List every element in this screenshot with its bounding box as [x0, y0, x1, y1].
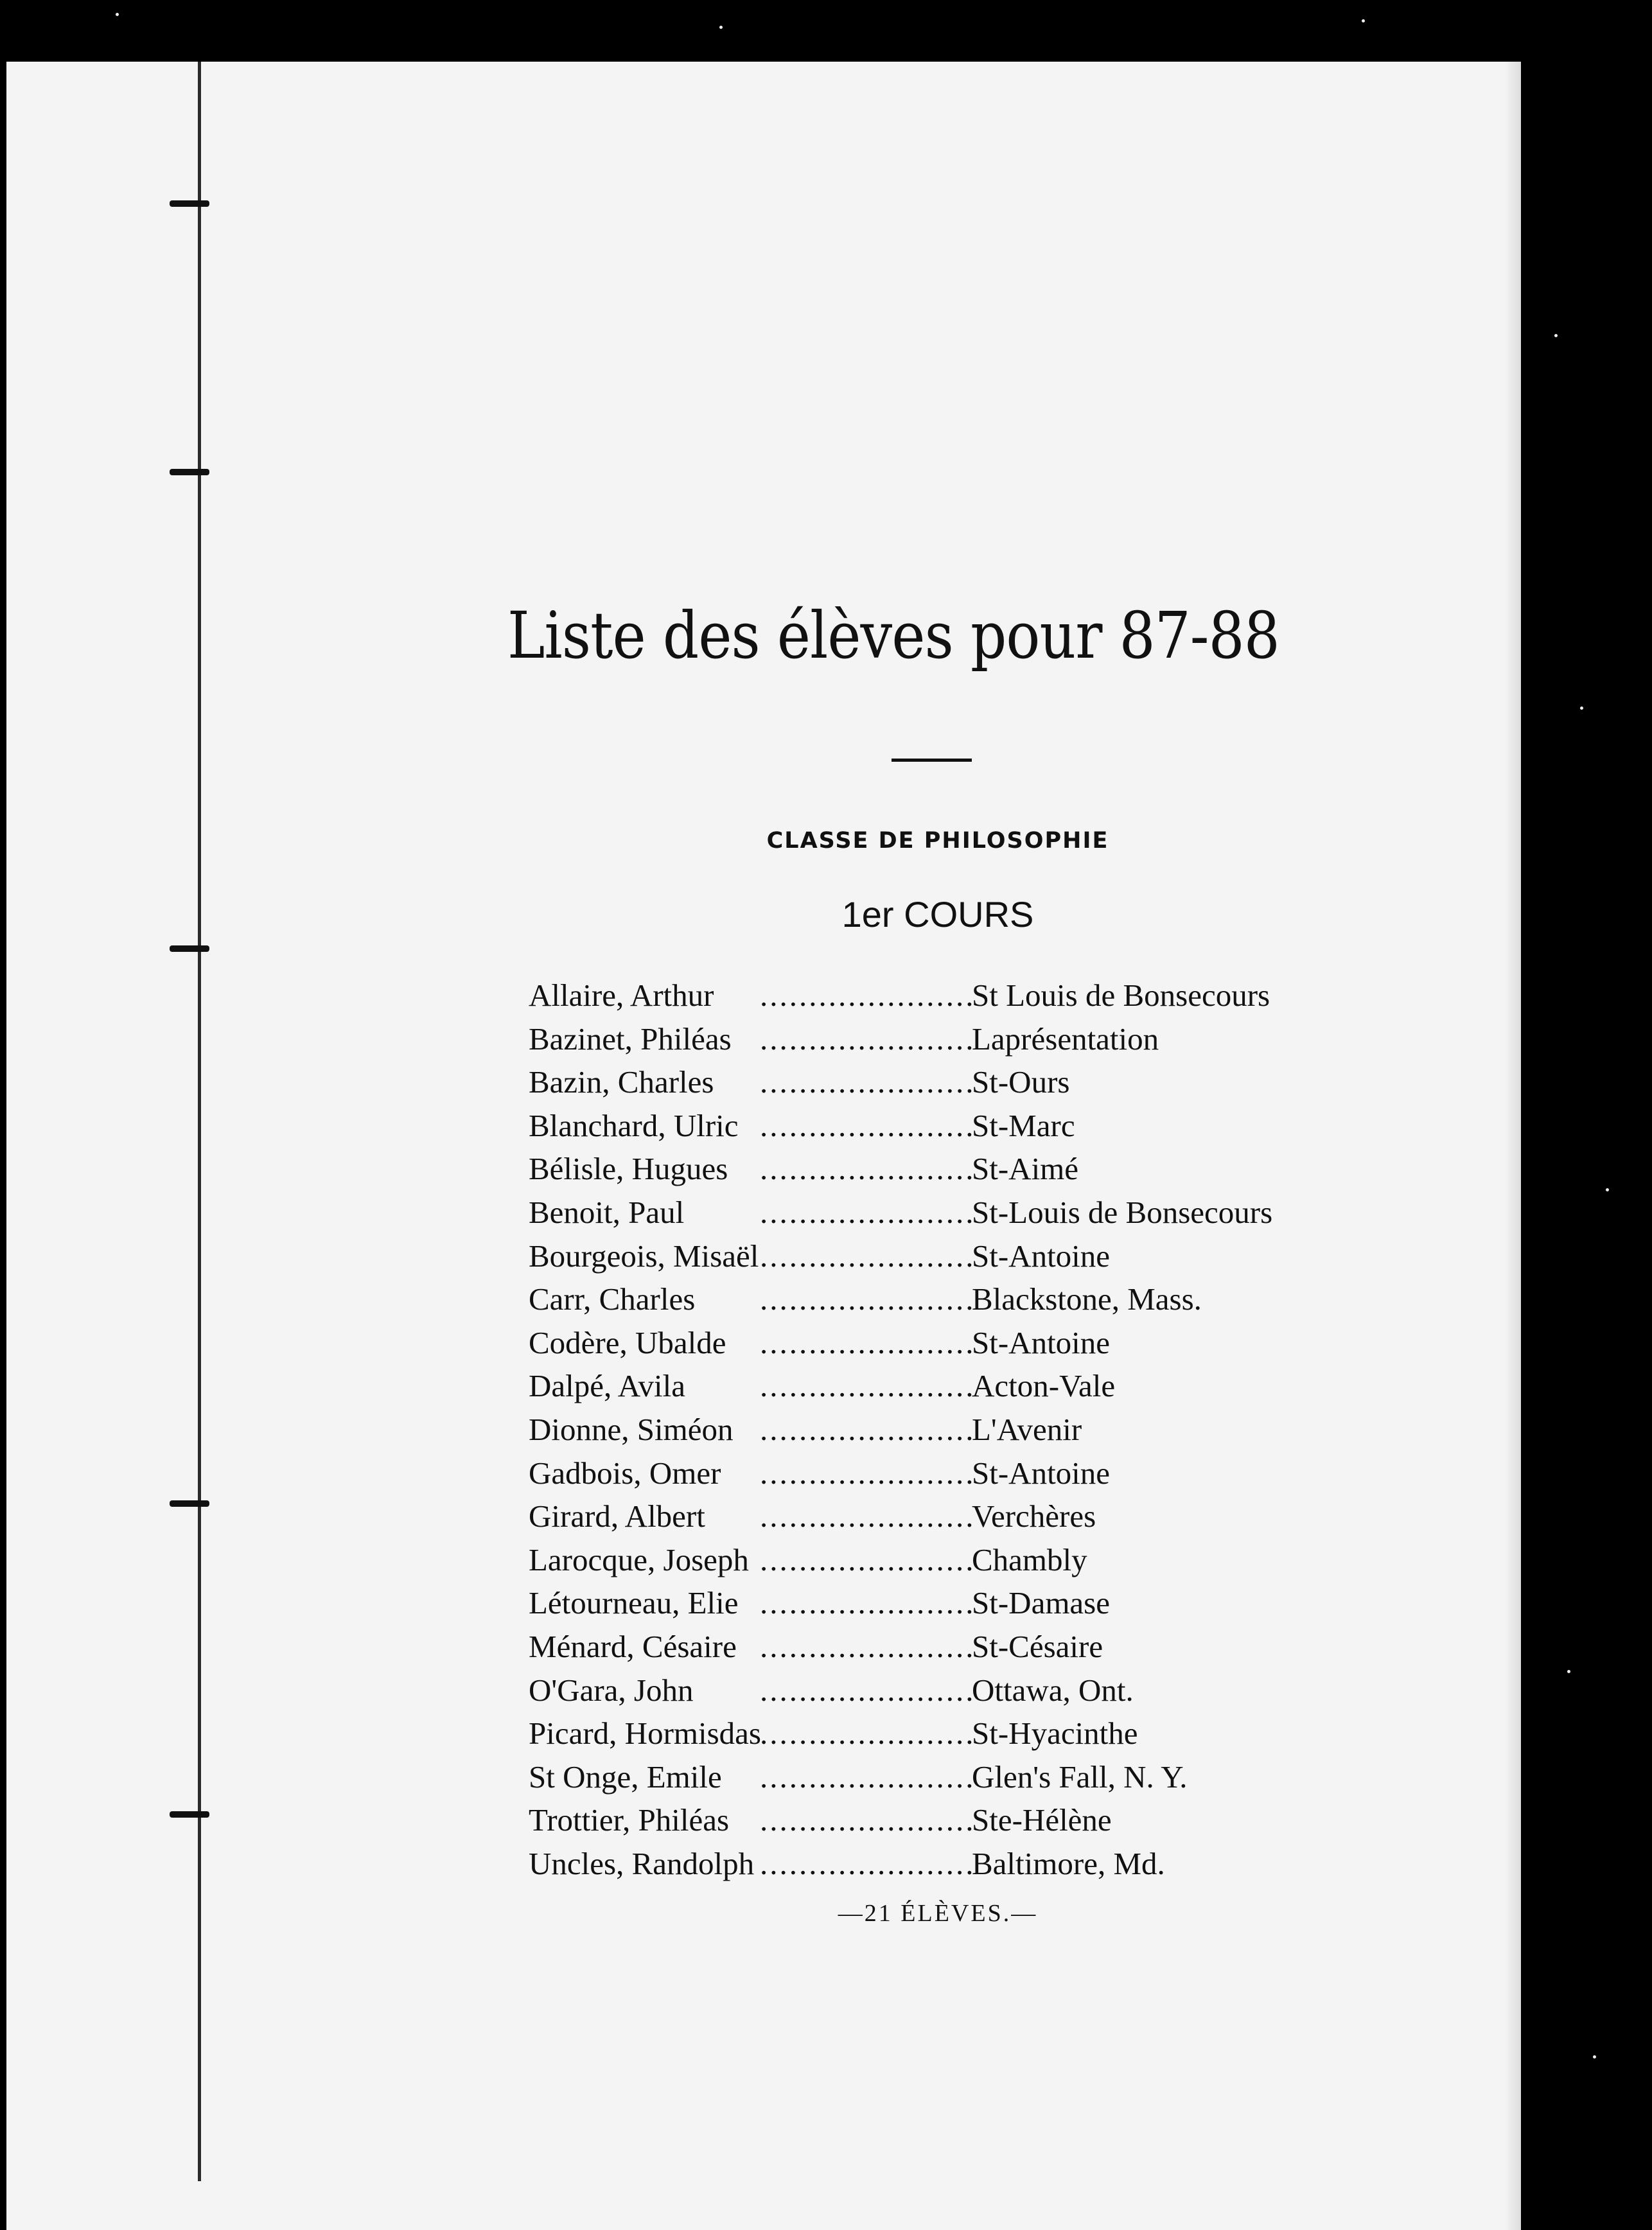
student-town: St Louis de Bonsecours: [972, 978, 1270, 1013]
student-row: [529, 1277, 1364, 1321]
scan-speck: [116, 13, 119, 16]
student-town: Acton-Vale: [972, 1368, 1116, 1404]
course-heading: 1er COURS: [841, 894, 1034, 935]
scan-speck: [1593, 2055, 1596, 2059]
dot-leader: [760, 1364, 972, 1408]
student-row: [529, 1364, 1364, 1408]
student-town: St-Césaire: [972, 1628, 1103, 1664]
student-name: Bourgeois, Misaël: [529, 1238, 759, 1274]
student-row: [529, 1234, 1364, 1278]
dot-leader: [760, 1669, 972, 1712]
student-row: [529, 1191, 1364, 1234]
binding-thread-mark: [170, 1811, 209, 1818]
dot-leader: [760, 1452, 972, 1495]
student-town: St-Hyacinthe: [972, 1716, 1138, 1752]
dot-leader: [760, 1755, 972, 1799]
student-name: Picard, Hormisdas: [529, 1716, 761, 1752]
scan-speck: [1567, 1670, 1570, 1673]
student-total: —21 ÉLÈVES.—: [838, 1900, 1038, 1927]
student-name: Trottier, Philéas: [529, 1802, 730, 1838]
scan-speck: [1580, 707, 1583, 710]
dot-leader: [760, 1277, 972, 1321]
binding-thread-mark: [170, 200, 209, 207]
student-town: Ottawa, Ont.: [972, 1672, 1134, 1708]
dot-leader: [760, 1321, 972, 1365]
dot-leader: [760, 1798, 972, 1842]
student-row: [529, 1060, 1364, 1104]
student-town: Laprésentation: [972, 1021, 1159, 1057]
dot-leader: [760, 974, 972, 1017]
student-town: Blackstone, Mass.: [972, 1281, 1202, 1317]
student-name: Bazin, Charles: [529, 1064, 714, 1100]
student-name: Benoit, Paul: [529, 1194, 685, 1230]
student-town: St-Antoine: [972, 1324, 1111, 1360]
student-name: Larocque, Joseph: [529, 1541, 749, 1577]
title-divider: [892, 759, 972, 762]
dot-leader: [760, 1191, 972, 1234]
student-name: O'Gara, John: [529, 1672, 694, 1708]
dot-leader: [760, 1581, 972, 1625]
student-town: St-Ours: [972, 1064, 1070, 1100]
student-town: Ste-Hélène: [972, 1802, 1112, 1838]
student-row: [529, 1625, 1364, 1669]
scan-speck: [1606, 1188, 1609, 1191]
dot-leader: [760, 1147, 972, 1191]
page-edge-shadow: [1504, 62, 1521, 2230]
scan-speck: [1554, 334, 1558, 337]
dot-leader: [760, 1408, 972, 1452]
scan-speck: [719, 26, 723, 29]
student-town: St-Marc: [972, 1107, 1075, 1143]
dot-leader: [760, 1060, 972, 1104]
dot-leader: [760, 1495, 972, 1538]
student-town: St-Antoine: [972, 1455, 1111, 1491]
student-row: [529, 1408, 1364, 1452]
binding-thread-mark: [170, 1500, 209, 1507]
paper-sheet: [6, 62, 1521, 2230]
dot-leader: [760, 1625, 972, 1669]
student-row: [529, 1452, 1364, 1495]
student-town: Chambly: [972, 1541, 1087, 1577]
student-name: Bazinet, Philéas: [529, 1021, 732, 1057]
student-town: Glen's Fall, N. Y.: [972, 1759, 1188, 1795]
student-row: [529, 1538, 1364, 1582]
student-town: L'Avenir: [972, 1411, 1082, 1447]
student-row: [529, 1798, 1364, 1842]
dot-leader: [760, 1104, 972, 1148]
student-name: Blanchard, Ulric: [529, 1107, 739, 1143]
student-row: [529, 1581, 1364, 1625]
student-town: St-Antoine: [972, 1238, 1111, 1274]
student-name: Gadbois, Omer: [529, 1455, 721, 1491]
student-town: St-Aimé: [972, 1151, 1079, 1187]
student-name: St Onge, Emile: [529, 1759, 722, 1795]
student-town: Baltimore, Md.: [972, 1845, 1165, 1881]
dot-leader: [760, 1842, 972, 1886]
scan-speck: [1362, 19, 1365, 22]
student-row: [529, 1842, 1364, 1886]
binding-thread-mark: [170, 469, 209, 475]
student-name: Allaire, Arthur: [529, 978, 714, 1013]
page-title: Liste des élèves pour 87-88: [507, 598, 1279, 673]
dot-leader: [760, 1017, 972, 1061]
binding-thread-mark: [170, 945, 209, 952]
student-name: Uncles, Randolph: [529, 1845, 755, 1881]
dot-leader: [760, 1234, 972, 1278]
student-town: Verchères: [972, 1498, 1096, 1534]
student-town: St-Damase: [972, 1585, 1110, 1621]
student-name: Codère, Ubalde: [529, 1324, 726, 1360]
student-town: St-Louis de Bonsecours: [972, 1194, 1273, 1230]
student-name: Dalpé, Avila: [529, 1368, 686, 1404]
student-name: Ménard, Césaire: [529, 1628, 737, 1664]
student-row: [529, 1017, 1364, 1061]
student-list: [529, 974, 1364, 1885]
student-row: [529, 1495, 1364, 1538]
dot-leader: [760, 1712, 972, 1755]
student-row: [529, 1321, 1364, 1365]
student-row: [529, 1755, 1364, 1799]
binding-gutter-line: [198, 62, 201, 2181]
student-row: [529, 974, 1364, 1017]
class-heading: CLASSE DE PHILOSOPHIE: [766, 828, 1109, 854]
student-row: [529, 1104, 1364, 1148]
student-name: Bélisle, Hugues: [529, 1151, 728, 1187]
student-name: Dionne, Siméon: [529, 1411, 734, 1447]
dot-leader: [760, 1538, 972, 1582]
student-row: [529, 1669, 1364, 1712]
student-name: Carr, Charles: [529, 1281, 696, 1317]
student-row: [529, 1147, 1364, 1191]
student-name: Létourneau, Elie: [529, 1585, 739, 1621]
student-row: [529, 1712, 1364, 1755]
student-name: Girard, Albert: [529, 1498, 705, 1534]
